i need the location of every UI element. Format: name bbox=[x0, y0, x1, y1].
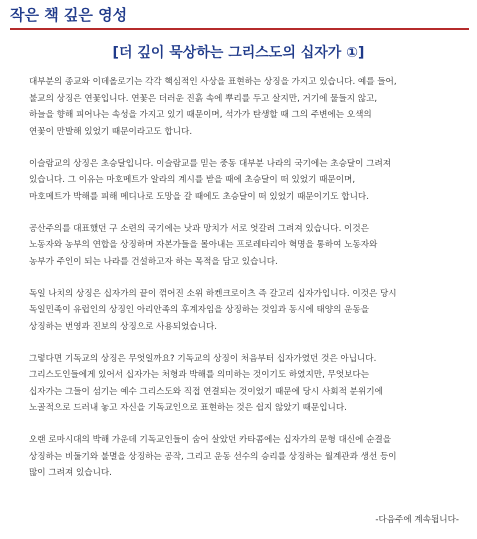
paragraph-communism bbox=[29, 221, 459, 271]
paragraph-catacomb bbox=[29, 432, 459, 482]
continued-notice: -다음주에 계속됩니다- bbox=[375, 515, 459, 525]
paragraph-islam bbox=[29, 156, 459, 206]
text-line: 있습니다. 그 이유는 마호메트가 알라의 계시를 받을 때에 초승달이 떠 있었기 때문이며, bbox=[29, 175, 356, 185]
text-line: 농부가 주인이 되는 나라를 건설하고자 하는 목적을 담고 있습니다. bbox=[29, 256, 278, 267]
text-line: 독일민족이 유럽인의 상징인 아리안족의 후계자임을 상징하는 것임과 동시에 태양의 운동을 bbox=[29, 305, 370, 315]
text-line: 오랜 로마시대의 박해 가운데 기독교인들이 숨어 살았던 카타콤에는 십자가의 문형 대신에 순결을 bbox=[29, 435, 392, 445]
column-title: 작은 책 깊은 영성 bbox=[10, 6, 128, 24]
paragraph-nazi bbox=[29, 286, 459, 336]
article-headline: [더 깊이 묵상하는 그리스도의 십자가 ①] bbox=[112, 45, 365, 61]
text-line: 많이 그려져 있습니다. bbox=[29, 468, 112, 478]
text-line: 대부분의 종교와 이데올로기는 각각 핵심적인 사상을 표현하는 상징을 가지고 있습니다. 예를 들어, bbox=[29, 77, 397, 87]
text-line: 상징하는 번영과 진보의 상징으로 사용되었습니다. bbox=[29, 321, 217, 332]
title-divider bbox=[10, 28, 469, 30]
text-line: 그리스도인들에게 있어서 십자가는 처형과 박해를 의미하는 것이기도 하였지만, 무엇보다는 bbox=[29, 370, 370, 380]
paragraph-buddhism bbox=[29, 74, 459, 140]
text-line: 이슬람교의 상징은 초승달입니다. 이슬람교를 믿는 중동 대부분 나라의 국기에는 초승달이 그려져 bbox=[29, 158, 392, 169]
article-body bbox=[29, 74, 459, 497]
text-line: 마호메트가 박해를 피해 메디나로 도망을 갈 때에도 초승달이 떠 있었기 때문이기도 합니다. bbox=[29, 191, 369, 202]
text-line: 하늘을 향해 피어나는 속성을 가지고 있기 때문이며, 석가가 탄생할 때 그의 주변에는 오색의 bbox=[29, 110, 372, 120]
text-line: 노골적으로 드러내 놓고 자신을 기독교인으로 표현하는 것은 쉽지 않았기 때문입니다. bbox=[29, 403, 347, 413]
text-line: 그렇다면 기독교의 상징은 무엇일까요? 기독교의 상징이 처음부터 십자가였던 것은 아닙니다. bbox=[29, 353, 377, 364]
text-line: 불교의 상징은 연꽃입니다. 연꽃은 더러운 진흙 속에 뿌리를 두고 살지만, 거기에 물들지 않고, bbox=[29, 93, 378, 104]
text-line: 공산주의를 대표했던 구 소련의 국기에는 낫과 망치가 서로 엇갈려 그려져 있습니다. 이것은 bbox=[29, 223, 369, 234]
text-line: 노동자와 농부의 연합을 상징하며 자본가들을 몰아내는 프로레타리아 혁명을 통하여 노동자와 bbox=[29, 240, 378, 250]
paragraph-christianity bbox=[29, 351, 459, 417]
text-line: 독일 나치의 상징은 십자가의 끝이 꺾어진 소위 하켄크로이츠 즉 갈고리 십자가입니다. 이것은 당시 bbox=[29, 288, 397, 299]
text-line: 상징하는 비둘기와 불멸을 상징하는 공작, 그리고 운동 선수의 승리를 상징하는 월계관과 생선 등이 bbox=[29, 451, 397, 462]
text-line: 십자가는 그들이 섬기는 예수 그리스도와 직접 연결되는 것이었기 때문에 당시 사회적 분위기에 bbox=[29, 386, 383, 397]
text-line: 연꽃이 만발해 있었기 때문이라고도 합니다. bbox=[29, 126, 193, 137]
